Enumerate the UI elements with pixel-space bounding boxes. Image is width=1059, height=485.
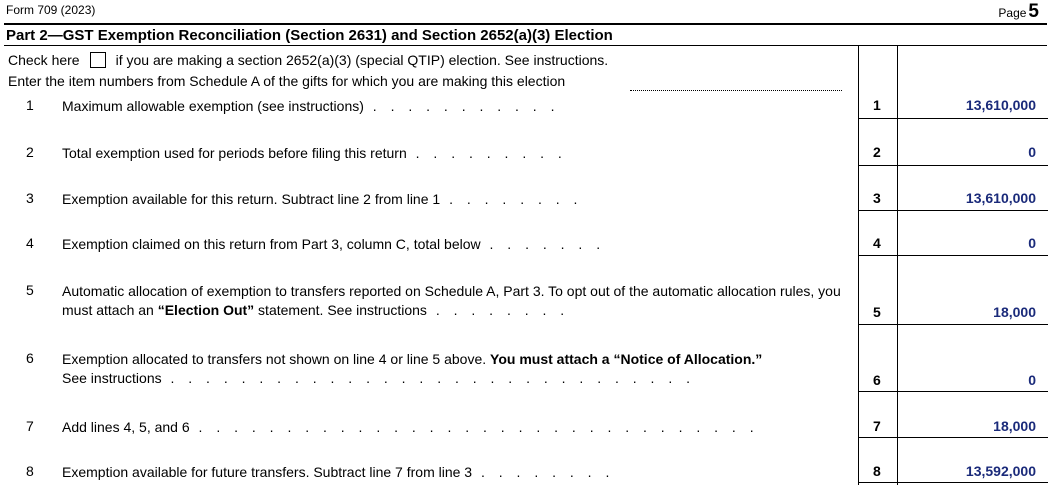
- line-text: [62, 463, 852, 482]
- qtip-election-checkbox[interactable]: [90, 52, 106, 68]
- line-2-amount[interactable]: 0: [1028, 144, 1036, 160]
- part-title: Part 2—GST Exemption Reconciliation (Section 2631) and Section 2652(a)(3) Election: [6, 27, 613, 44]
- line-2-underline: [858, 165, 1048, 166]
- part-rule: [4, 45, 1047, 46]
- line-4-text: Exemption claimed on this return from Part 3, column C, total below: [62, 236, 481, 252]
- line-box-number: 5: [873, 304, 881, 320]
- line-6-text-b: See instructions: [62, 370, 162, 386]
- line-5-text-a: Automatic allocation of exemption to transfers reported on Schedule A, Part 3. To opt out of the automatic allocation rules, you must attach an: [62, 283, 841, 318]
- leader-dots: . . . . . . . .: [426, 302, 570, 318]
- line-8-text: Exemption available for future transfers. Subtract line 7 from line 3: [62, 464, 473, 480]
- page-indicator: [998, 1, 1039, 23]
- amount-column-left-rule: [897, 46, 898, 485]
- line-1-text: Maximum allowable exemption (see instructions): [62, 98, 364, 114]
- line-6-amount[interactable]: 0: [1028, 372, 1036, 388]
- leader-dots: . . . . . . . .: [472, 464, 615, 480]
- line-box-number: 2: [873, 144, 881, 160]
- line-3-underline: [858, 210, 1048, 211]
- line-5-amount[interactable]: 18,000: [993, 304, 1036, 320]
- line-5-text-b: statement. See instructions: [254, 302, 427, 318]
- line-box-number: 4: [873, 235, 881, 251]
- line-7-amount[interactable]: 18,000: [993, 418, 1036, 434]
- top-rule: [4, 23, 1047, 25]
- line-box-number: 3: [873, 190, 881, 206]
- line-3-text: Exemption available for this return. Subtract line 2 from line 1: [62, 191, 441, 207]
- line-4-amount[interactable]: 0: [1028, 235, 1036, 251]
- leader-dots: . . . . . . . . . . . . . . . . . . . . . . . . . . . . . . . .: [189, 419, 759, 435]
- line-4-underline: [858, 255, 1048, 256]
- line-text: [62, 350, 846, 388]
- line-6-text-bold: You must attach a “Notice of Allocation.”: [490, 351, 763, 367]
- line-1-underline: [858, 118, 1048, 119]
- line-8-amount[interactable]: 13,592,000: [965, 463, 1036, 479]
- line-number: 5: [26, 282, 34, 298]
- line-5-underline: [858, 324, 1048, 325]
- line-5-text-bold: “Election Out”: [157, 302, 255, 318]
- items-prompt: Enter the item numbers from Schedule A of the gifts for which you are making this election: [8, 73, 566, 89]
- line-text: [62, 235, 852, 254]
- line-1-amount[interactable]: 13,610,000: [965, 97, 1036, 113]
- leader-dots: . . . . . . . . . . .: [363, 98, 560, 114]
- line-number: 6: [26, 350, 34, 366]
- leader-dots: . . . . . . . .: [440, 191, 583, 207]
- line-6-text-a: Exemption allocated to transfers not shown on line 4 or line 5 above.: [62, 351, 491, 367]
- leader-dots: . . . . . . . . .: [406, 145, 567, 161]
- line-text: [62, 418, 852, 437]
- line-number: 8: [26, 463, 34, 479]
- line-text: [62, 190, 852, 209]
- line-7-underline: [858, 437, 1048, 438]
- line-box-number: 8: [873, 463, 881, 479]
- line-2-text: Total exemption used for periods before filing this return: [62, 145, 407, 161]
- line-text: [62, 97, 852, 116]
- line-text: [62, 144, 852, 163]
- line-3-amount[interactable]: 13,610,000: [965, 190, 1036, 206]
- line-box-number: 6: [873, 372, 881, 388]
- page-label: Page: [998, 6, 1027, 20]
- line-number: 4: [26, 235, 34, 251]
- line-7-text: Add lines 4, 5, and 6: [62, 419, 190, 435]
- check-suffix: if you are making a section 2652(a)(3) (special QTIP) election. See instructions.: [115, 52, 609, 68]
- line-box-number: 7: [873, 418, 881, 434]
- line-box-number: 1: [873, 97, 881, 113]
- line-8-underline: [858, 482, 1048, 483]
- check-prefix: Check here: [8, 52, 80, 68]
- line-6-underline: [858, 391, 1048, 392]
- leader-dots: . . . . . . . . . . . . . . . . . . . . . . . . . . . . . .: [161, 370, 695, 386]
- leader-dots: . . . . . . .: [480, 236, 606, 252]
- line-number: 2: [26, 144, 34, 160]
- line-number: 7: [26, 418, 34, 434]
- box-column-left-rule: [858, 46, 859, 485]
- form-id: Form 709 (2023): [6, 3, 96, 17]
- line-text: [62, 282, 846, 320]
- qtip-election-line: [8, 52, 608, 68]
- line-number: 3: [26, 190, 34, 206]
- line-number: 1: [26, 97, 34, 113]
- election-items-field[interactable]: [630, 90, 842, 91]
- page-number: 5: [1028, 1, 1039, 22]
